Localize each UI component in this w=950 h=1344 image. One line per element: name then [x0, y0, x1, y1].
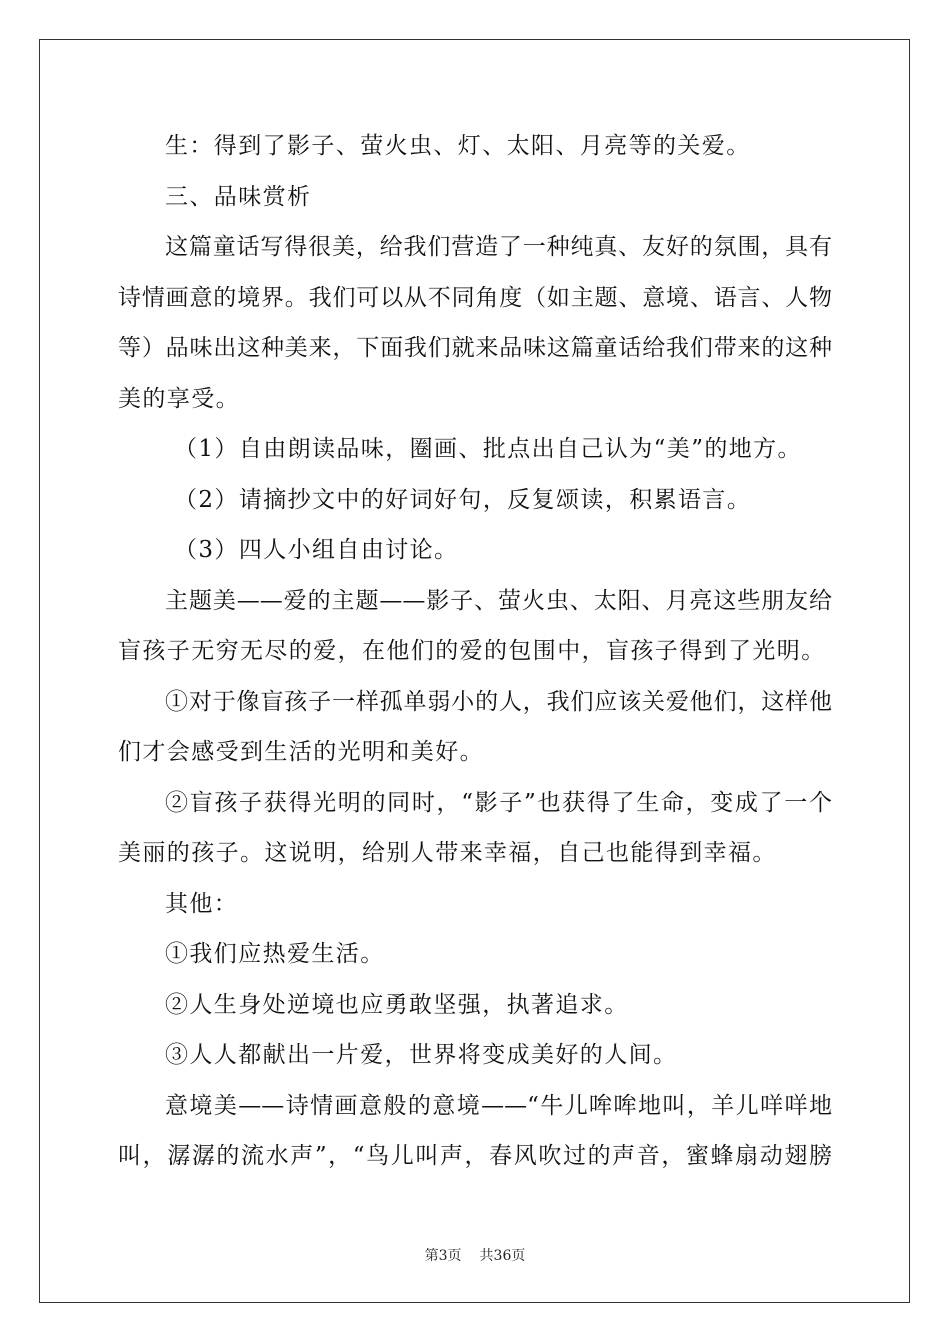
paragraph-line: 其他： [165, 890, 239, 917]
paragraph-line: 们才会感受到生活的光明和美好。 [118, 739, 484, 765]
list-item: （2）请摘抄文中的好词好句，反复颂读，积累语言。 [174, 486, 752, 513]
paragraph-line: 这篇童话写得很美，给我们营造了一种纯真、友好的氛围，具有 [165, 234, 832, 260]
paragraph-line: 意境美——诗情画意般的意境——“牛儿哞哞地叫，羊儿咩咩地 [165, 1092, 832, 1119]
list-item: ③人人都献出一片爱，世界将变成美好的人间。 [165, 1042, 678, 1068]
page-number: 第3页 [424, 1248, 462, 1264]
page-footer [0, 1245, 950, 1265]
paragraph-line: ①对于像盲孩子一样孤单弱小的人，我们应该关爱他们，这样他 [165, 688, 832, 715]
paragraph-line: 美丽的孩子。这说明，给别人带来幸福，自己也能得到幸福。 [118, 840, 777, 866]
paragraph-line: 主题美——爱的主题——影子、萤火虫、太阳、月亮这些朋友给 [165, 587, 832, 614]
paragraph-line: 诗情画意的境界。我们可以从不同角度（如主题、意境、语言、人物 [118, 284, 832, 311]
paragraph-line: 盲孩子无穷无尽的爱，在他们的爱的包围中，盲孩子得到了光明。 [118, 638, 826, 664]
paragraph-line: 叫，潺潺的流水声”，“鸟儿叫声，春风吹过的声音，蜜蜂扇动翅膀 [118, 1143, 832, 1169]
list-item: ①我们应热爱生活。 [165, 941, 385, 967]
list-item: （1）自由朗读品味，圈画、批点出自己认为“美”的地方。 [174, 436, 802, 462]
document-body [118, 121, 832, 1182]
paragraph-line: ②盲孩子获得光明的同时，“影子”也获得了生命，变成了一个 [165, 789, 832, 816]
list-item: （3）四人小组自由讨论。 [174, 537, 459, 563]
paragraph-line: 美的享受。 [118, 385, 240, 412]
paragraph-line: 等）品味出这种美来，下面我们就来品味这篇童话给我们带来的这种 [118, 335, 832, 361]
list-item: ②人生身处逆境也应勇敢坚强，执著追求。 [165, 991, 629, 1018]
section-heading: 三、品味赏析 [165, 183, 312, 210]
page-total: 共36页 [479, 1248, 526, 1264]
paragraph-line: 生：得到了影子、萤火虫、灯、太阳、月亮等的关爱。 [165, 133, 751, 159]
